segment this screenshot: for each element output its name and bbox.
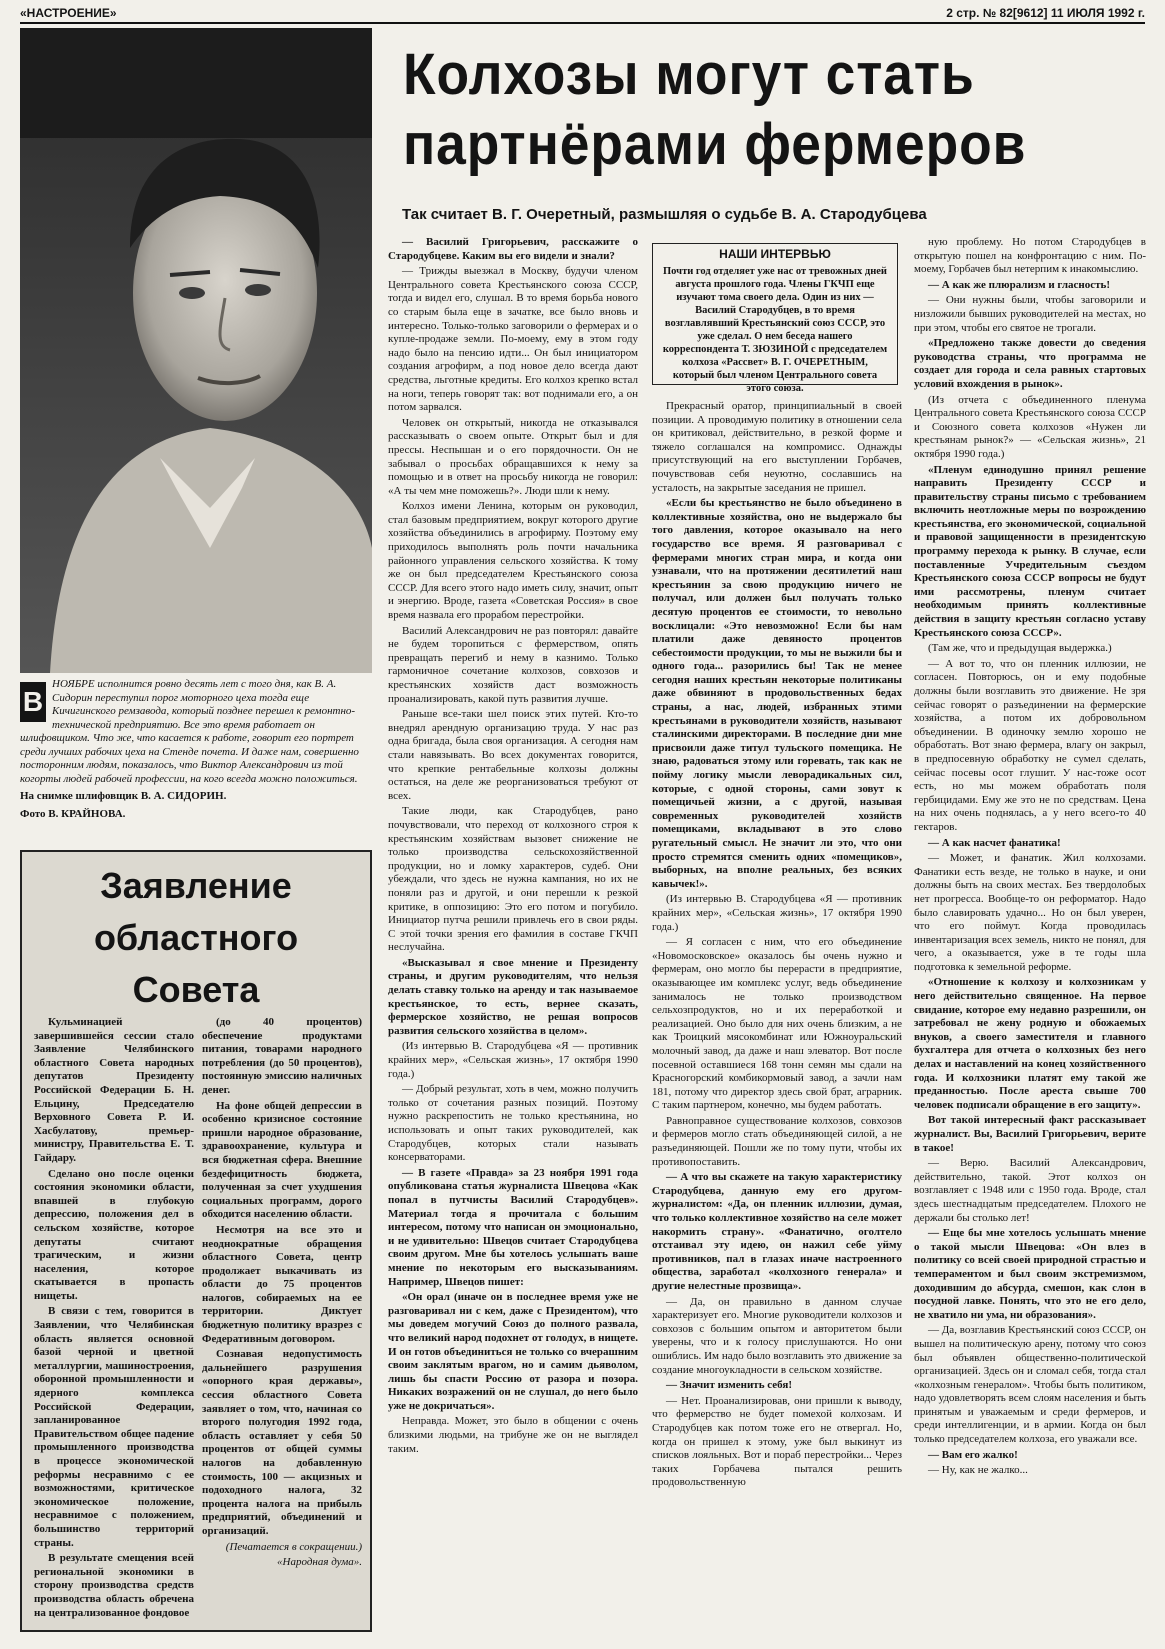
paragraph: «Пленум единодушно принял решение направить Президенту СССР и правительству страны письмо с требованием включить неотложные меры по возрождению крестьянства, его экономической, социальной и правовой защищенности в президентскую программу перехода к рынку. В случае, если поставленные Учредительным съездом Крестьянского союза СССР вопросы не будут ими рассмотрены, пленум считает необходимым принять коллективные действия в защиту крестьян согласно уставу Крестьянского союза СССР». [914, 463, 1146, 639]
paragraph: — Еще бы мне хотелось услышать мнение о такой мысли Швецова: «Он влез в политику со всей своей природной страстью и темпераментом и был своим экстремизмом, доходившим до абсурда, смешон, как слон в посудной лавке. Понять, что это не его дело, не хватило ни ума, ни образования». [914, 1227, 1146, 1321]
paragraph: — Может, и фанатик. Жил колхозами. Фанатики есть везде, не только в науке, и они должны быть на своих местах. Без твердолобых нет прогресса. Вообще-то он реформатор. Надо было славировать удачно... Но он был уверен, что его поймут. Когда проводилась инвентаризация всех земель, никто не понял, для чего, а оказывается, уже в те годы шла подготовка к земельной реформе. [914, 852, 1146, 973]
paragraph: — Я согласен с ним, что его объединение «Новомосковское» оказалось бы очень нужно и фермерам, оно могло бы перерасти в предприятие, оказывающее им комплекс услуг, ведь объединение занималось не только производством сельхозпродуктов, но и их переработкой и реализацией. Оно было для них очень близким, а не как Троицкий мясокомбинат или Южноуральский молочный завод, да даже и наш элеватор. Вот после посевной оставшиеся 168 тонн семян мы сдали на Красногорский комбикормовый завод, а зачли нам 181, потому что директор здесь свой брат, аграрник. С таким партнером, конечно, мы будем работать. [652, 936, 902, 1112]
interview-intro: Почти год отделяет уже нас от тревожных дней августа прошлого года. Члены ГКЧП еще изучают тома своего дела. Один из них — Василий Стародубцев, в то время возглавлявший Крестьянский союз СССР, это уже сделал. О нем беседа нашего корреспондента Т. ЗЮЗИНОЙ с председателем колхоза «Рассвет» В. Г. ОЧЕРЕТНЫМ, который был членом Центрального совета этого союза. [662, 266, 888, 394]
caption-credit-photo: Фото В. КРАЙНОВА. [20, 807, 126, 820]
section-label: «НАСТРОЕНИЕ» [20, 6, 117, 20]
paragraph: Прекрасный оратор, принципиальный в своей позиции. А проводимую политику в отношении села он критиковал, действительно, в резкой форме и тяжело соглашался на компромисс. Однажды присутствующий на его выступлении Горбачев, почувствовав себя неуютно, сославшись на усталость, на закрытые заседания не пришел. [652, 400, 902, 494]
portrait-photo [20, 28, 372, 673]
paragraph: (Из отчета с объединенного пленума Центрального совета Крестьянского союза СССР и Союзного совета колхозов «Нужен ли крестьянам рынок?» — «Сельская жизнь», 21 октября 1990 года.) [914, 393, 1146, 460]
paragraph: — А как же плюрализм и гласность! [928, 278, 1110, 291]
paragraph: — Трижды выезжал в Москву, будучи членом Центрального совета Крестьянского союза СССР, тогда и видел его, слушал. В то время борьба нового со старым была еще в зачатке, все было вновь и интересно. Только-только заговорили о фермерах и о купле-продаже земли. По-моему, ему в этом году надо было на пенсию идти... Он был инициатором создания агрофирм, а под новое дело всегда дают средства, льготные кредиты. Его колхоз крепко встал на ноги, теперь говорят так: вот поднимали его, а он потом зарвался. [388, 265, 638, 414]
paragraph: — Добрый результат, хоть в чем, можно получить только от сочетания разных позиций. Поэтому нужно раскрепостить не только крестьянина, но использовать и опыт таких руководителей, как Стародубцев, которых стали называть консерваторами. [388, 1083, 638, 1164]
paragraph: (Там же, что и предыдущая выдержка.) [928, 642, 1112, 655]
paragraph: — В газете «Правда» за 23 ноября 1991 года опубликована статья журналиста Швецова «Как попал в путчисты Василий Стародубцев». Материал тогда я прочитала с большим интересом, потому что написан он эмоционально, и не удивительно: Швецов считает Стародубцева своим другом. Мне бы хотелось услышать ваше мнение по некоторым его высказываниям. Например, Швецов пишет: [388, 1166, 638, 1288]
paragraph: Колхоз имени Ленина, которым он руководил, стал базовым предприятием, вокруг которого другие хозяйства объединились в агрофирму. Поэтому ему приходилось выполнять роль почти начальника районного управления сельского хозяйства. К тому же он был председателем Крестьянского союза СССР. Для всего этого надо иметь силу, значит, опыт и энергию. Вроде, газета «Советская Россия» в свое время назвала его прорабом перестройки. [388, 500, 638, 622]
caption-text: НОЯБРЕ исполнится ровно десять лет с того дня, как В. А. Сидорин переступил порог моторного цеха тогда еще Кичигинского ремзавода, который позднее перешел к ремонтно-технической предприятию. Все это время работает он шлифовщиком. Что же, что касается к работе, говорит его портрет среди лучших рабочих цеха на Стенде почета. И даже нам, совершенно посторонним людям, показалось, что Виктор Александрович из той когорты людей рабочей профессии, на кого всегда можно положиться. [20, 678, 359, 785]
page-header [20, 6, 1145, 24]
paragraph: Человек он открытый, никогда не отказывался рассказывать о своем опыте. Открыт был и для прессы. Неспышан и о его порядочности. Он не забывал о просьбах обращавшихся к нему за помощью и в ответ на просьбу никогда не говорил: «А ты чем мне поможешь?». Люди шли к нему. [388, 416, 638, 497]
paragraph: Такие люди, как Стародубцев, рано почувствовали, что переход от колхозного строя к крестьянским хозяйствам вызовет снижение не только производства сельскохозяйственной продукции, но и ломку характеров, судеб. Они убеждали, что здесь не нужна кампания, но их не поняли раз и другой, и они перешли к резкой критике, в оппозицию: Это его потом и погубило. Инициатор путча решили привлечь его в свои ряды. С этой точки зрения его фамилия в составе ГКЧП неслучайна. [388, 805, 638, 954]
reprint-note: (Печатается в сокращении.) [225, 1540, 362, 1553]
paragraph: Неправда. Может, это было в общении с очень близкими людьми, на трибуне же он не выглядел таким. [388, 1415, 638, 1455]
paragraph: В связи с тем, говорится в Заявлении, что Челябинская область является основной базой черной и цветной металлургии, машиностроения, оборонной промышленности и ядерного комплекса Российской Федерации, запланированное Правительством общее падение промышленного производства в процессе экономической реформы несравнимо с ее возможностями, критическое экономическое положение, несравнимое с положением, большинство территорий страны. [34, 1305, 194, 1549]
paragraph: (Из интервью В. Стародубцева «Я — противник крайних мер», «Сельская жизнь», 17 октября 1990 года.) [652, 893, 902, 933]
paragraph: «Предложено также довести до сведения руководства страны, что программа не создает для города и села равных стартовых условий вхождения в рынок». [914, 337, 1146, 390]
paragraph: — Да, он правильно в данном случае характеризует его. Многие руководители колхозов и совхозов с большим опытом и авторитетом были уверены, что и к голосу прислушаются. Но они ошиблись. Им надо было возглавить это движение за создание многоукладности в сельском хозяйстве. [652, 1295, 902, 1376]
paragraph: «Если бы крестьянство не было объединено в коллективные хозяйства, оно не выдержало бы того давления, которое оказывало на него государство все время. Я разговаривал с фермерами многих стран мира, и когда они узнавали, что на протяжении десятилетий наш крестьянин за свою продукцию ничего не получал, или должен был получать только десятую процентов ее стоимости, то невольно восклицали: «Это невозможно! Если бы нам платили даже девяносто процентов себестоимости продукции, то мы не выжили бы и одного года... разорились бы! Так не менее сегодня наших крестьян некоторые политиканы даже обвиняют в продовольственных бедах страны, а нас, людей, избранных этими крестьянами в руководители хозяйств, называют сталинскими директорами. В последние дни мне присвоили даже титул тульского помещика. Не знаю, радоваться этому или горевать, так как не пойму логику мысли леворадикальных сил, которые, с одной стороны, сами зовут к помещичьей жизни, а с другой, называя современных руководителей хозяйств помещиками, вкладывают в это слово ругательный смысл. Не значит ли это, что они просто стремятся сменить одних «помещиков», выборных, на вполне реальных, без всяких кавычек!». [652, 497, 902, 890]
article-column-4 [914, 236, 1146, 1636]
statement-title-line-1: Заявление [100, 865, 292, 906]
paragraph: — Нет. Проанализировав, они пришли к выводу, что фермерство не будет помехой колхозам. И Стародубцев как потом тоже его не отвергал. Но, когда он пришел к этому, уже был выкинут из списков лояльных. Вот и пораб перестройки... Через таких Горбачева пытался решить продовольственную [652, 1394, 902, 1489]
drop-cap: В [20, 682, 46, 722]
issue-info: 2 стр. № 82[9612] 11 ИЮЛЯ 1992 г. [946, 6, 1145, 20]
paragraph: — Да, возглавив Крестьянский союз СССР, он вышел на политическую арену, потому что союз был объявлен общественно-политической организацией. Здесь он и сломал себя, тогда стал «колхозным генералом». Чтобы быть политиком, надо удовлетворять всем слоям населения и быть принятым и уважаемым и среди фермеров, и среди интеллигенции, и в армии. Когда он был только председателем колхоза, его уважали все. [914, 1324, 1146, 1446]
source-note: «Народная дума». [277, 1556, 362, 1569]
paragraph: В результате смещения всей региональной экономики в сторону производства средств производства область обречена на централизованное фондовое [34, 1552, 194, 1619]
paragraph: ную проблему. Но потом Стародубцев в открытую пошел на конфронтацию с ним. По-моему, Горбачев был нетерпим к инакомыслию. [914, 236, 1146, 276]
statement-title-line-2: областного [93, 917, 299, 958]
statement-column-1 [34, 1016, 194, 1626]
statement-title-line-3: Совета [132, 969, 260, 1010]
portrait-image [20, 28, 372, 673]
interview-heading: НАШИ ИНТЕРВЬЮ [719, 247, 831, 261]
article-column-2 [388, 236, 638, 1636]
photo-caption [20, 678, 372, 833]
paragraph: — Вам его жалко! [928, 1448, 1018, 1461]
paragraph: «Высказывал я свое мнение и Президенту страны, и другим руководителям, что нельзя делать ставку только на аренду и так называемое крестьянское, то есть, вернее сказать, фермерское хозяйство, не решая вопросов развития сельского хозяйства в целом». [388, 956, 638, 1037]
paragraph: — А как насчет фанатика! [928, 836, 1061, 849]
interview-box [652, 243, 898, 394]
title-line-2: партнёрами фермеров [403, 112, 1027, 177]
paragraph: Кульминацией завершившейся сессии стало Заявление Челябинского областного Совета народных депутатов Президенту Российской Федерации Б. Н. Ельцину, Председателю Верховного Совета Р. И. Хасбулатову, премьер-министру, Правительства Е. Т. Гайдару. [34, 1016, 194, 1164]
paragraph: Сделано оно после оценки состояния экономики области, впавшей в глубокую депрессию, положения дел в сельском хозяйстве, которое депутаты считают трагическим, и жизни населения, которое скатывается в пропасть нищеты. [34, 1167, 194, 1302]
article-subtitle: Так считает В. Г. Очеретный, размышляя о судьбе В. А. Стародубцева [402, 206, 927, 223]
paragraph: — Значит изменить себя! [666, 1379, 793, 1392]
paragraph: «Он орал (иначе он в последнее время уже не разговаривал ни с кем, даже с Президентом), что мы доведем могучий Союз до полного развала, что великий народ подохнет от голодух, в нищете. И он готов объединиться не только со вчерашним своим заклятым врагом, но и самим дьяволом, лишь бы спасти Россию от разора и позора. Никаких возражений он не слушал, до него было уже не докричаться». [388, 1291, 638, 1412]
paragraph: (до 40 процентов) обеспечение продуктами питания, товарами народного потребления (до 50 процентов), постоянную эмиссию наличных денег. [202, 1016, 362, 1096]
paragraph: (Из интервью В. Стародубцева «Я — противник крайних мер», «Сельская жизнь», 17 октября 1990 года.) [388, 1040, 638, 1080]
paragraph: — А вот то, что он пленник иллюзии, не согласен. Повторюсь, он и ему подобные должны были возглавить это движение. Не зря сейчас говорят о разъединении на фермерские хозяйства, а потом их добровольном объединении. В одиночку землю хорошо не обработать. Вот знаю фермера, влагу он закрыл, в предпосевную обработку не сумел сделать, сейчас посевы осот глушит. У нас-тоже осот есть, но мы можем обработать поля гербицидами. Ему же это не по средствам. Цена на них очень поднялась, а у него всего-то 40 гектаров. [914, 657, 1146, 833]
paragraph: — Верю. Василий Александрович, действительно, такой. Этот колхоз он возглавляет с 1948 или с 1950 года. Вроде, стал здесь шестнадцатым председателем. Плохого не держали бы столько лет! [914, 1157, 1146, 1224]
paragraph: Несмотря на все это и неоднократные обращения областного Совета, центр продолжает выкачивать из области до 75 процентов налогов, собираемых на ее территории. Диктует бюджетную политику вразрез с Федеративным договором. [202, 1223, 362, 1345]
paragraph: Вот такой интересный факт рассказывает журналист. Вы, Василий Григорьевич, верите в такое! [914, 1114, 1146, 1154]
paragraph: — А что вы скажете на такую характеристику Стародубцева, данную ему его другом-журналистом: «Да, он пленник иллюзии, думая, что только коллективное хозяйство на селе может накормить страну». «Фанатично, оголтело отстаивал эту идею, он нажил себе уйму противников, пал в глазах иначе настроенного общества, заработал «колхозного генерала» и другие нелестные прозвища». [652, 1171, 902, 1292]
paragraph: — Ну, как не жалко... [928, 1464, 1028, 1477]
paragraph: Сознавая недопустимость дальнейшего разрушения «опорного края державы», сессия областного Совета заявляет о том, что, начиная со второго полугодия 1992 года, область оставляет у себя 50 процентов от общей суммы налогов на добавленную стоимость, 100 — акцизных и подоходного налога, 32 процента налога на прибыль предприятий, объединений и организаций. [202, 1348, 362, 1537]
paragraph: Раньше все-таки шел поиск этих путей. Кто-то внедрял арендную организацию труда. У нас раз одна бригада, была своя организация. А сегодня нам стали навязывать. Во всех документах говорится, что крепкие рентабельные колхозы должны остаться, на деле же реорганизоваться требуют от всех. [388, 708, 638, 802]
article-title [403, 40, 1047, 180]
paragraph: На фоне общей депрессии в особенно кризисное состояние пришли народное образование, здравоохранение, культура и вся бюджетная сфера. Внешние бездефицитность бюджета, полученная за счет ухудшения социальных программ, дорого обходится населению области. [202, 1099, 362, 1221]
paragraph: — Они нужны были, чтобы заговорили и низложили бывших руководителей на местах, но при этом, чтобы его святое не трогали. [914, 294, 1146, 334]
paragraph: Василий Александрович не раз повторял: давайте не будем торопиться с фермерством, опять превращать перегиб и нему в казнимо. Только гармоничное сочетание колхозов, совхозов и крестьянских хозяйств даст возможность проанализировать, какой путь развития лучше. [388, 624, 638, 705]
caption-credit-subject: На снимке шлифовщик В. А. СИДОРИН. [20, 790, 227, 802]
title-line-1: Колхозы могут стать [403, 42, 975, 107]
paragraph: Равноправное существование колхозов, совхозов и фермеров могло стать объединяющей силой, а не разъединяющей. Пошли же по тому пути, чтобы их противопоставить. [652, 1114, 902, 1168]
article-column-3 [652, 400, 902, 1636]
paragraph: — Василий Григорьевич, расскажите о Стародубцеве. Каким вы его видели и знали? [388, 236, 638, 262]
statement-box [20, 850, 372, 1632]
paragraph: «Отношение к колхозу и колхозникам у него действительно священное. На первое свидание, которое ему недавно разрешили, он затребовал не жену родную и обожаемых внуков, а своего заместителя и главного бухгалтера для отчета о колхозных без него делах и наставлений на конец хозяйственного года. И колхозники платят ему такой же преданностью. После ареста свыше 700 человек подписали обращение в его защиту». [914, 976, 1146, 1111]
statement-column-2 [202, 1016, 362, 1626]
statement-title [22, 860, 370, 1016]
